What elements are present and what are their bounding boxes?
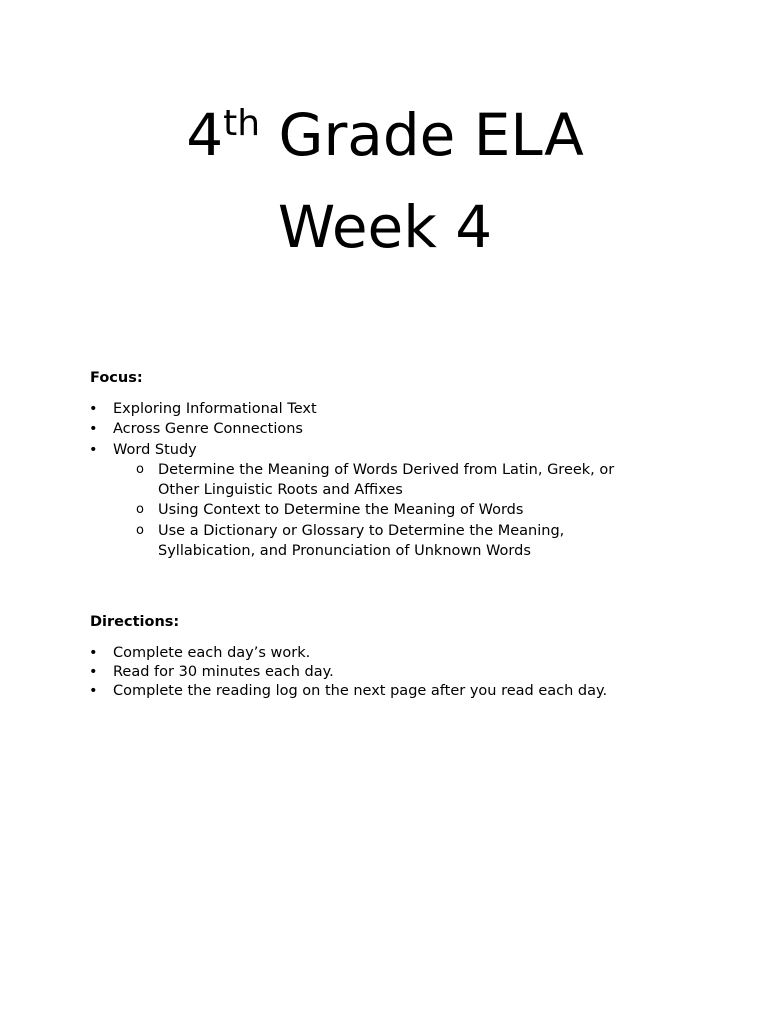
directions-list	[0, 644, 673, 701]
word-study-subitem	[113, 521, 658, 562]
bullet-icon: •	[89, 683, 98, 699]
week-title: Week 4	[277, 193, 493, 261]
focus-item	[0, 419, 673, 439]
bullet-icon: •	[89, 441, 98, 458]
subitem-text: Using Context to Determine the Meaning of Words	[158, 502, 524, 519]
circle-bullet-icon: o	[136, 461, 144, 477]
directions-item-text: Read for 30 minutes each day.	[113, 664, 334, 680]
directions-item-text: Complete the reading log on the next page after you read each day.	[113, 683, 608, 699]
bullet-icon: •	[89, 645, 98, 661]
focus-item	[0, 399, 673, 419]
page-title	[0, 100, 770, 170]
grade-ordinal-suffix: th	[223, 103, 261, 144]
bullet-icon: •	[89, 421, 98, 438]
title-subject: Grade ELA	[278, 101, 584, 169]
focus-list	[0, 399, 673, 561]
focus-item-text: Exploring Informational Text	[113, 401, 317, 417]
directions-item	[0, 663, 673, 682]
bullet-icon: •	[89, 401, 98, 417]
subitem-text: Determine the Meaning of Words Derived from Latin, Greek, or Other Linguistic Roots and Affixes	[158, 461, 615, 499]
grade-number: 4	[186, 101, 224, 169]
bullet-icon: •	[89, 664, 98, 680]
directions-item	[0, 682, 673, 701]
word-study-subitem	[113, 460, 658, 501]
directions-item	[0, 644, 673, 663]
circle-bullet-icon: o	[136, 522, 144, 538]
circle-bullet-icon: o	[136, 502, 144, 518]
focus-item-text: Across Genre Connections	[113, 421, 303, 438]
directions-item-text: Complete each day’s work.	[113, 645, 311, 661]
focus-item	[0, 440, 673, 562]
word-study-subitem	[113, 500, 658, 520]
word-study-sublist	[113, 460, 673, 561]
focus-item-text: Word Study	[113, 441, 197, 458]
directions-heading: Directions:	[90, 614, 180, 630]
focus-heading: Focus:	[90, 370, 143, 386]
subitem-text: Use a Dictionary or Glossary to Determine the Meaning, Syllabication, and Pronunciation of Unknown Words	[158, 522, 565, 560]
